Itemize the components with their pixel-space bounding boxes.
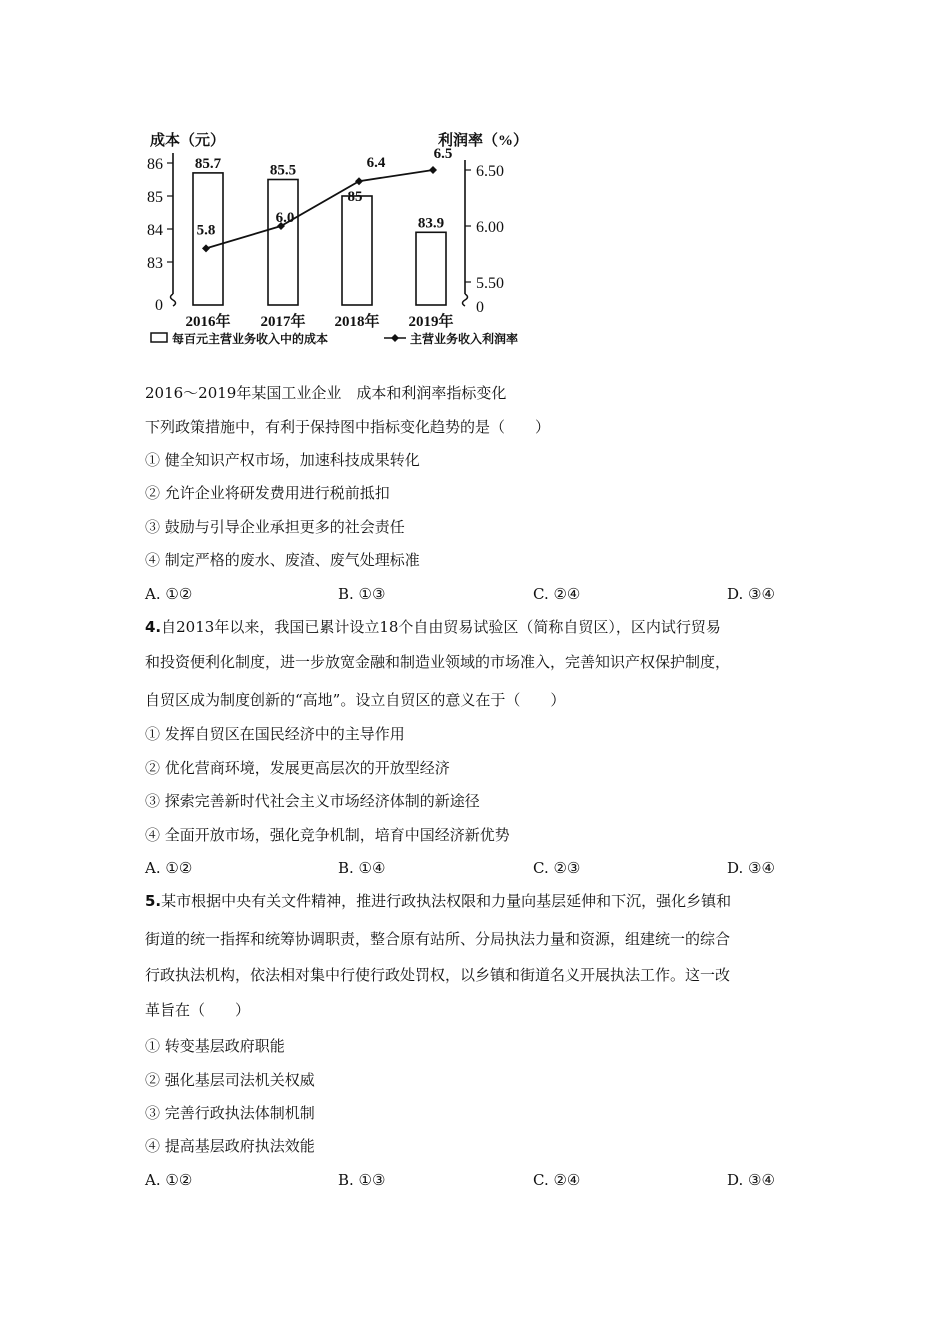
statement-item — [145, 1136, 315, 1156]
line-text: ① 发挥自贸区在国民经济中的主导作用 — [145, 725, 405, 743]
answer-option-b[interactable]: B. ①④ — [338, 859, 386, 877]
line-text: 某市根据中央有关文件精神，推进行政执法权限和力量向基层延伸和下沉，强化乡镇和 — [161, 892, 732, 910]
line-text: 自2013年以来，我国已累计设立18个自由贸易试验区（简称自贸区），区内试行贸易 — [161, 618, 721, 636]
line-text: 下列政策措施中，有利于保持图中指标变化趋势的是（ ） — [145, 418, 551, 436]
left-tick-label: 86 — [147, 156, 163, 173]
year-label: 2016年 — [185, 314, 231, 330]
answer-option-c[interactable]: C. ②④ — [533, 585, 581, 603]
question-number: 4. — [145, 618, 162, 636]
question-stem — [145, 1000, 250, 1020]
right-tick-label: 6.50 — [476, 163, 504, 180]
right-tick-label: 6.00 — [476, 219, 504, 236]
line-text: ④ 提高基层政府执法效能 — [145, 1137, 315, 1155]
answer-option-b[interactable]: B. ①③ — [338, 585, 386, 603]
line-text: 革旨在（ ） — [145, 1001, 251, 1019]
statement-item — [145, 724, 405, 744]
line-text: ② 强化基层司法机关权威 — [145, 1071, 315, 1089]
profit-rate-point — [355, 177, 363, 185]
legend-bar-swatch — [151, 333, 167, 342]
statement-item — [145, 517, 405, 537]
legend-bar-label: 每百元主营业务收入中的成本 — [172, 332, 329, 346]
answer-option-d[interactable]: D. ③④ — [727, 1171, 775, 1189]
year-label: 2018年 — [334, 314, 380, 330]
left-tick-label: 0 — [155, 297, 163, 314]
right-axis-break — [463, 294, 468, 306]
line-text: 和投资便利化制度，进一步放宽金融和制造业领域的市场准入，完善知识产权保护制度， — [145, 653, 731, 671]
left-tick-label: 85 — [147, 189, 163, 206]
statement-item — [145, 1103, 315, 1123]
statement-item — [145, 791, 480, 811]
cost-bar-label: 83.9 — [417, 215, 445, 232]
answer-option-d[interactable]: D. ③④ — [727, 585, 775, 603]
answer-option-c[interactable]: C. ②④ — [533, 1171, 581, 1189]
profit-rate-label: 5.8 — [196, 222, 216, 239]
legend-line-label: 主营业务收入利润率 — [410, 332, 519, 346]
line-text: ③ 探索完善新时代社会主义市场经济体制的新途径 — [145, 792, 480, 810]
profit-rate-line — [206, 170, 433, 248]
line-text: 自贸区成为制度创新的“高地”。设立自贸区的意义在于（ ） — [145, 691, 566, 709]
statement-item — [145, 483, 390, 503]
line-text: ② 优化营商环境，发展更高层次的开放型经济 — [145, 759, 450, 777]
statement-item — [145, 1070, 315, 1090]
statement-item — [145, 825, 510, 845]
legend-line-marker — [391, 334, 399, 342]
question-stem — [145, 965, 730, 985]
year-label: 2017年 — [260, 314, 306, 330]
cost-bar — [193, 173, 223, 305]
line-text: ③ 鼓励与引导企业承担更多的社会责任 — [145, 518, 405, 536]
cost-bar — [268, 180, 298, 306]
answer-option-a[interactable]: A. ①② — [145, 1171, 193, 1189]
line-text: ① 健全知识产权市场，加速科技成果转化 — [145, 451, 420, 469]
left-axis-title: 成本（元） — [150, 133, 226, 149]
statement-item — [145, 1036, 285, 1056]
figure-caption: 2016～2019年某国工业企业 成本和利润率指标变化 — [145, 384, 507, 402]
line-text: 行政执法机构，依法相对集中行使行政处罚权，以乡镇和街道名义开展执法工作。这一改 — [145, 966, 731, 984]
question-number: 5. — [145, 892, 162, 910]
question-stem — [145, 617, 721, 637]
statement-item — [145, 450, 420, 470]
answer-option-d[interactable]: D. ③④ — [727, 859, 775, 877]
answer-option-a[interactable]: A. ①② — [145, 859, 193, 877]
question-stem — [145, 417, 550, 437]
profit-rate-label: 6.5 — [433, 146, 453, 162]
question-stem — [145, 652, 730, 672]
profit-rate-label: 6.4 — [366, 155, 386, 172]
line-text: ① 转变基层政府职能 — [145, 1037, 285, 1055]
cost-bar — [342, 196, 372, 305]
line-text: 街道的统一指挥和统筹协调职责，整合原有站所、分局执法力量和资源，组建统一的综合 — [145, 930, 731, 948]
right-axis-title: 利润率（%） — [438, 133, 529, 149]
cost-bar-label: 85 — [347, 189, 363, 205]
cost-bar-label: 85.5 — [269, 162, 297, 179]
statement-item — [145, 550, 420, 570]
year-label: 2019年 — [408, 314, 454, 330]
statement-item — [145, 758, 450, 778]
cost-profit-chart — [0, 0, 950, 360]
answer-option-c[interactable]: C. ②③ — [533, 859, 581, 877]
line-text: ④ 制定严格的废水、废渣、废气处理标准 — [145, 551, 420, 569]
line-text: ③ 完善行政执法体制机制 — [145, 1104, 315, 1122]
left-tick-label: 84 — [147, 222, 163, 239]
cost-bar — [416, 232, 446, 305]
answer-option-a[interactable]: A. ①② — [145, 585, 193, 603]
left-tick-label: 83 — [147, 255, 163, 272]
left-axis-break — [171, 294, 176, 306]
cost-bar-label: 85.7 — [194, 155, 222, 172]
answer-option-b[interactable]: B. ①③ — [338, 1171, 386, 1189]
line-text: ④ 全面开放市场，强化竞争机制，培育中国经济新优势 — [145, 826, 510, 844]
line-text: ② 允许企业将研发费用进行税前抵扣 — [145, 484, 390, 502]
question-stem — [145, 891, 731, 911]
right-tick-label: 0 — [476, 299, 484, 316]
right-tick-label: 5.50 — [476, 275, 504, 292]
profit-rate-label: 6.0 — [275, 210, 295, 226]
question-stem — [145, 929, 730, 949]
profit-rate-point — [429, 166, 437, 174]
question-stem — [145, 690, 565, 710]
